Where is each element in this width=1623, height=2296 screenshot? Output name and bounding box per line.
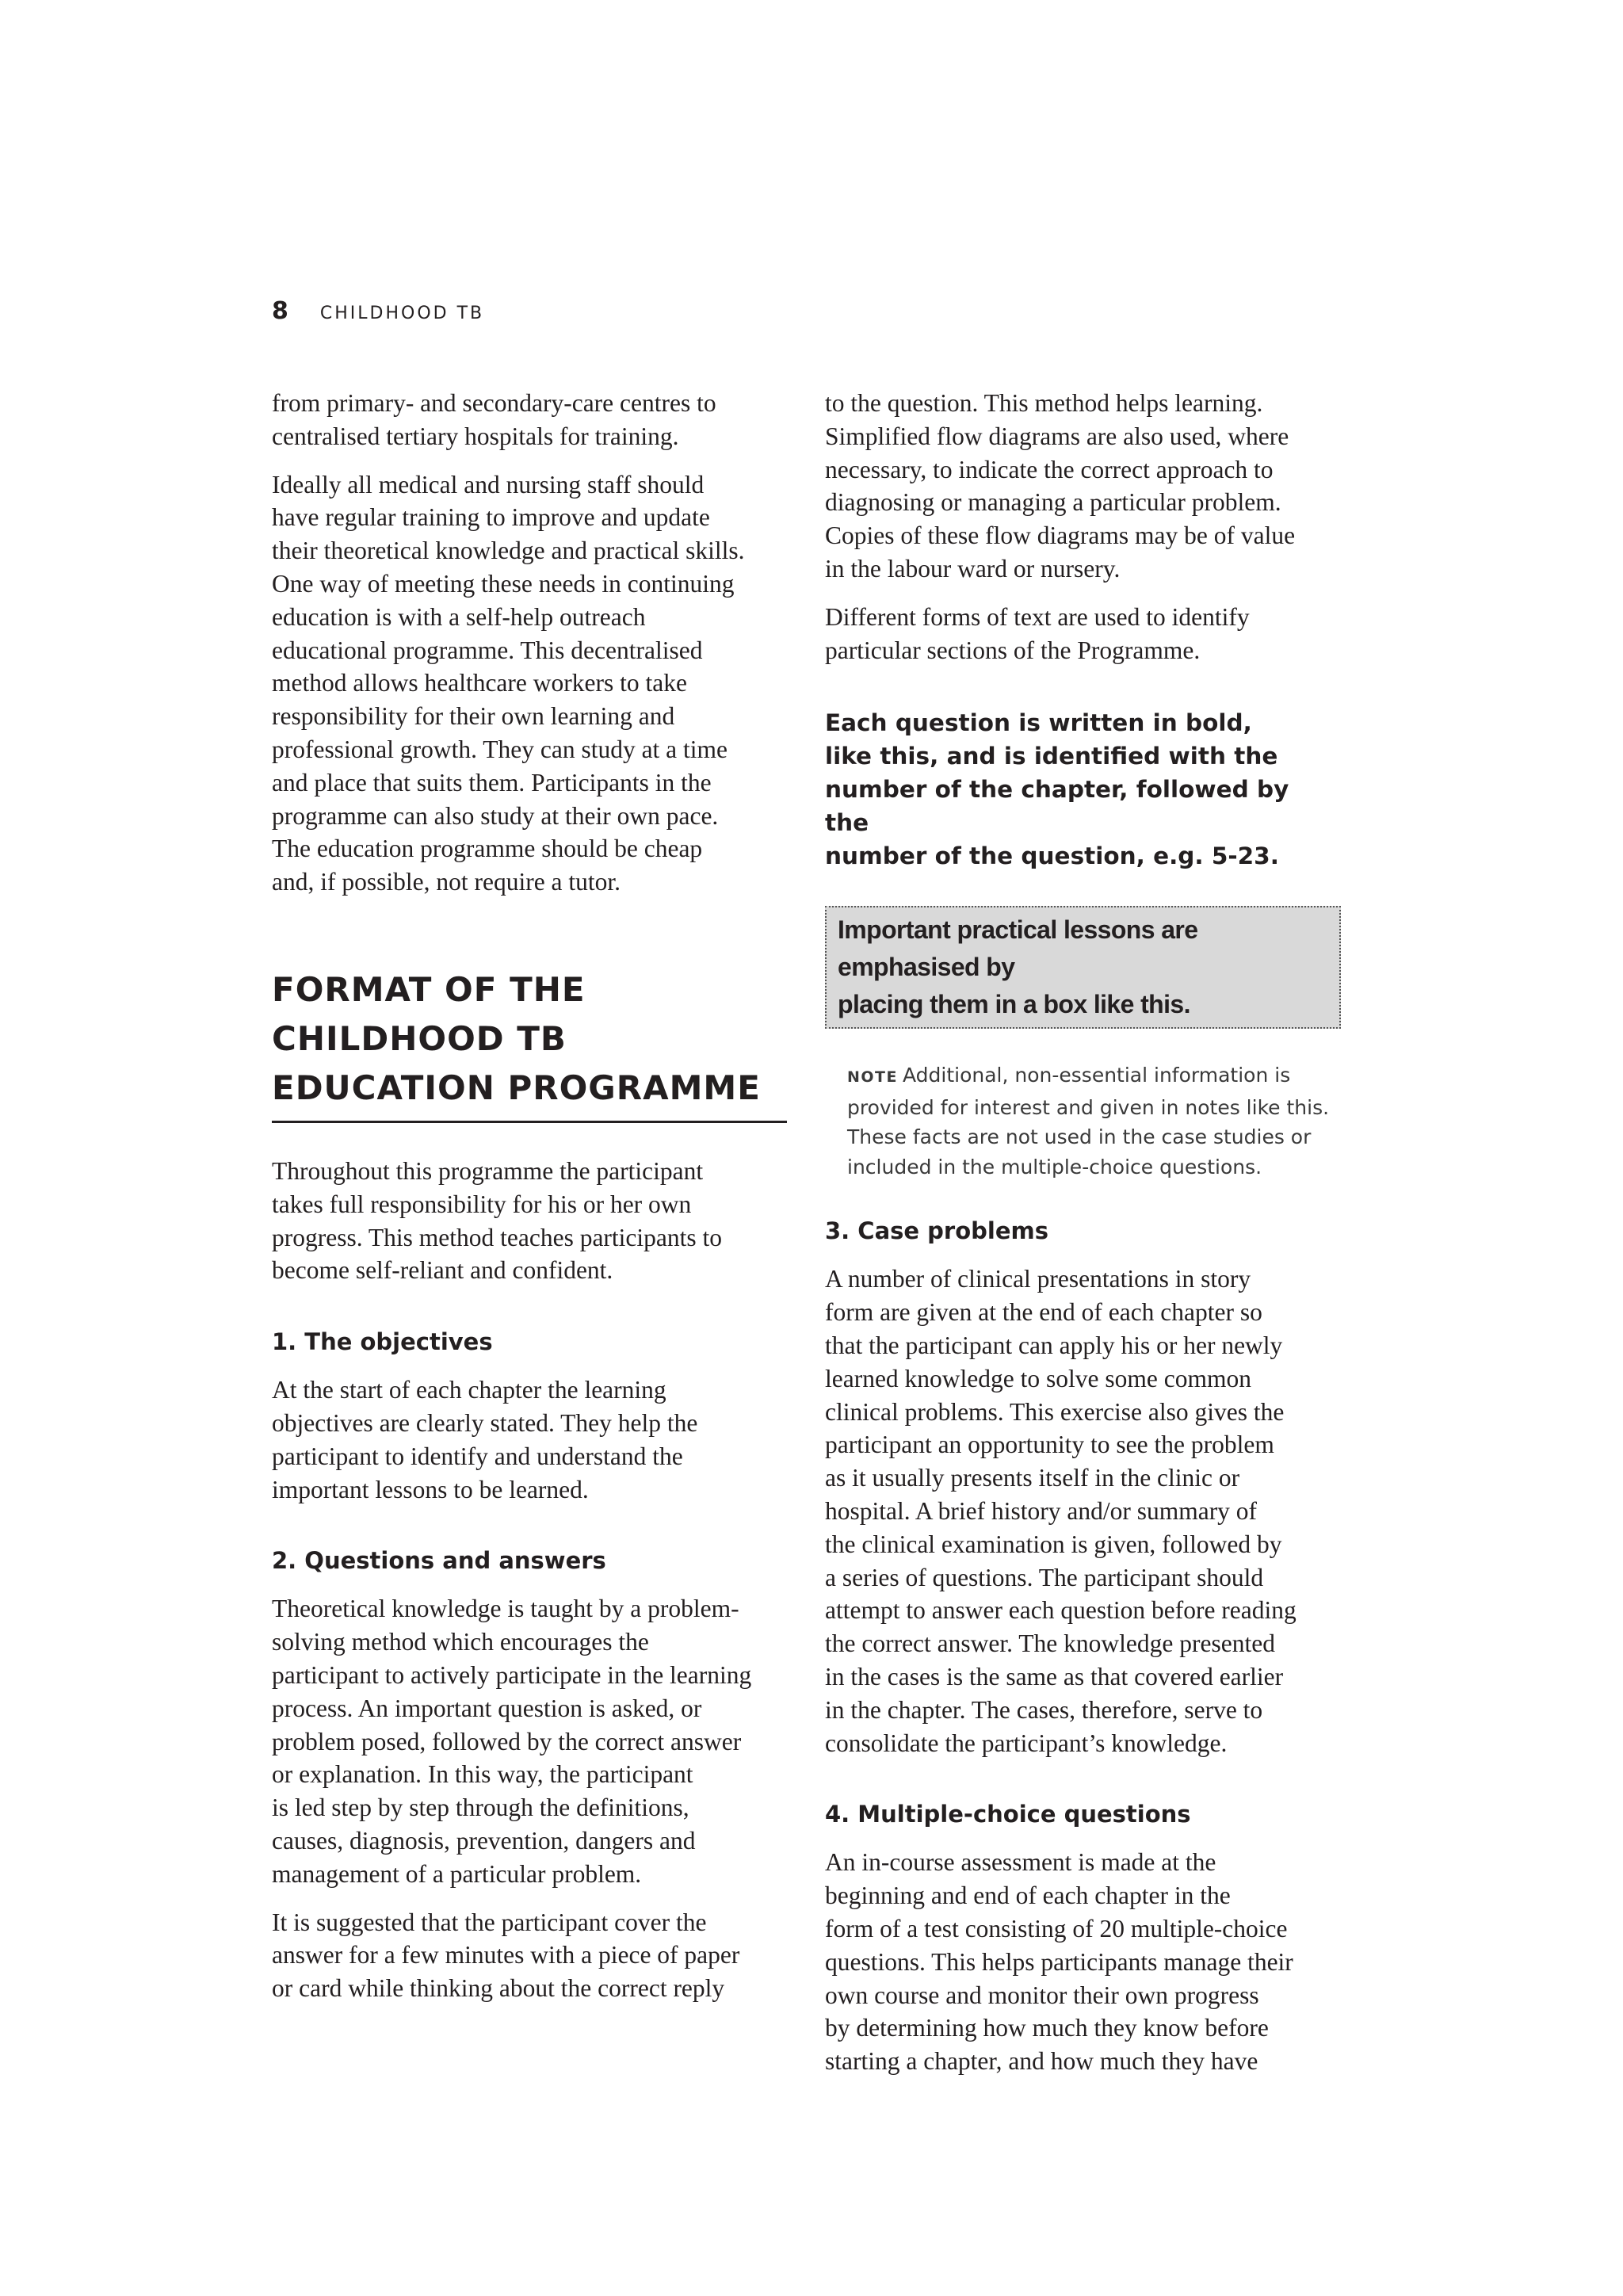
bold-question-example: Each question is written in bold, like this, and is identified with the number of the chapter, followed by the number of the question, e.g. 5-23. bbox=[825, 709, 1289, 869]
paragraph: A number of clinical presentations in story form are given at the end of each chapter so that the participant can apply his or her newly learned knowledge to solve some common clinical problems. This exercise also gives the participant an opportunity to see the problem as it usually presents itself in the clinic or hospital. A brief history and/or summary of the clinical examination is given, followed by a series of questions. The participant should attempt to answer each question before reading the correct answer. The knowledge presented in the cases is the same as that covered earlier in the chapter. The cases, therefore, serve to consolidate the participant’s knowledge. bbox=[825, 1265, 1296, 1757]
paragraph: At the start of each chapter the learning objectives are clearly stated. They help the participant to identify and understand the important lessons to be learned. bbox=[272, 1376, 698, 1503]
subheading-objectives: 1. The objectives bbox=[272, 1328, 493, 1356]
right-column bbox=[825, 387, 1340, 2093]
page-number: 8 bbox=[272, 297, 288, 325]
important-lesson-box: Important practical lessons are emphasised by placing them in a box like this. bbox=[825, 906, 1341, 1029]
paragraph: from primary- and secondary-care centres to centralised tertiary hospitals for training. bbox=[272, 389, 716, 450]
running-header bbox=[272, 297, 484, 337]
paragraph: Throughout this programme the participant takes full responsibility for his or her own progress. This method teaches participants to become self-reliant and confident. bbox=[272, 1156, 723, 1285]
subheading-multiple-choice: 4. Multiple-choice questions bbox=[825, 1801, 1191, 1828]
paragraph: to the question. This method helps learning. Simplified flow diagrams are also used, where necessary, to indicate the correct approach to diagnosing or managing a particular problem. Copies of these flow diagrams may be of value in the labour ward or nursery. bbox=[825, 389, 1296, 583]
paragraph: Ideally all medical and nursing staff should have regular training to improve and update their theoretical knowledge and practical skills. One way of meeting these needs in continuing education is with a self-help outreach educational programme. This decentralised method allows healthcare workers to take responsibility for their own learning and professional growth. They can study at a time and place that suits them. Participants in the programme can also study at their own pace. The education programme should be cheap and, if possible, not require a tutor. bbox=[272, 470, 745, 896]
note-text: Additional, non-essential information is provided for interest and given in notes like this. These facts are not used in the case studies or included in the multiple-choice questions. bbox=[847, 1064, 1330, 1179]
running-title: CHILDHOOD TB bbox=[319, 304, 485, 323]
heading-underline bbox=[272, 1121, 787, 1123]
note-block bbox=[847, 1060, 1340, 1182]
paragraph: An in-course assessment is made at the beginning and end of each chapter in the form of a test consisting of 20 multiple-choice questions. This helps participants manage their own course and monitor their own progress by determining how much they know before starting a chapter, and how much they have bbox=[825, 1848, 1293, 2076]
section-heading: FORMAT OF THE CHILDHOOD TB EDUCATION PROGRAMME bbox=[272, 969, 761, 1107]
paragraph: It is suggested that the participant cover the answer for a few minutes with a piece of paper or card while thinking about the correct reply bbox=[272, 1908, 740, 2003]
note-label: NOTE bbox=[847, 1068, 898, 1087]
left-column bbox=[272, 387, 787, 2020]
paragraph: Different forms of text are used to identify particular sections of the Programme. bbox=[825, 602, 1250, 664]
subheading-case-problems: 3. Case problems bbox=[825, 1217, 1048, 1245]
paragraph: Theoretical knowledge is taught by a problem- solving method which encourages the participant to actively participate in the learning process. An important question is asked, or problem posed, followed by the correct answer or explanation. In this way, the participant is led step by step through the definitions, causes, diagnosis, prevention, dangers and management of a particular problem. bbox=[272, 1595, 752, 1888]
subheading-questions-and-answers: 2. Questions and answers bbox=[272, 1547, 606, 1575]
